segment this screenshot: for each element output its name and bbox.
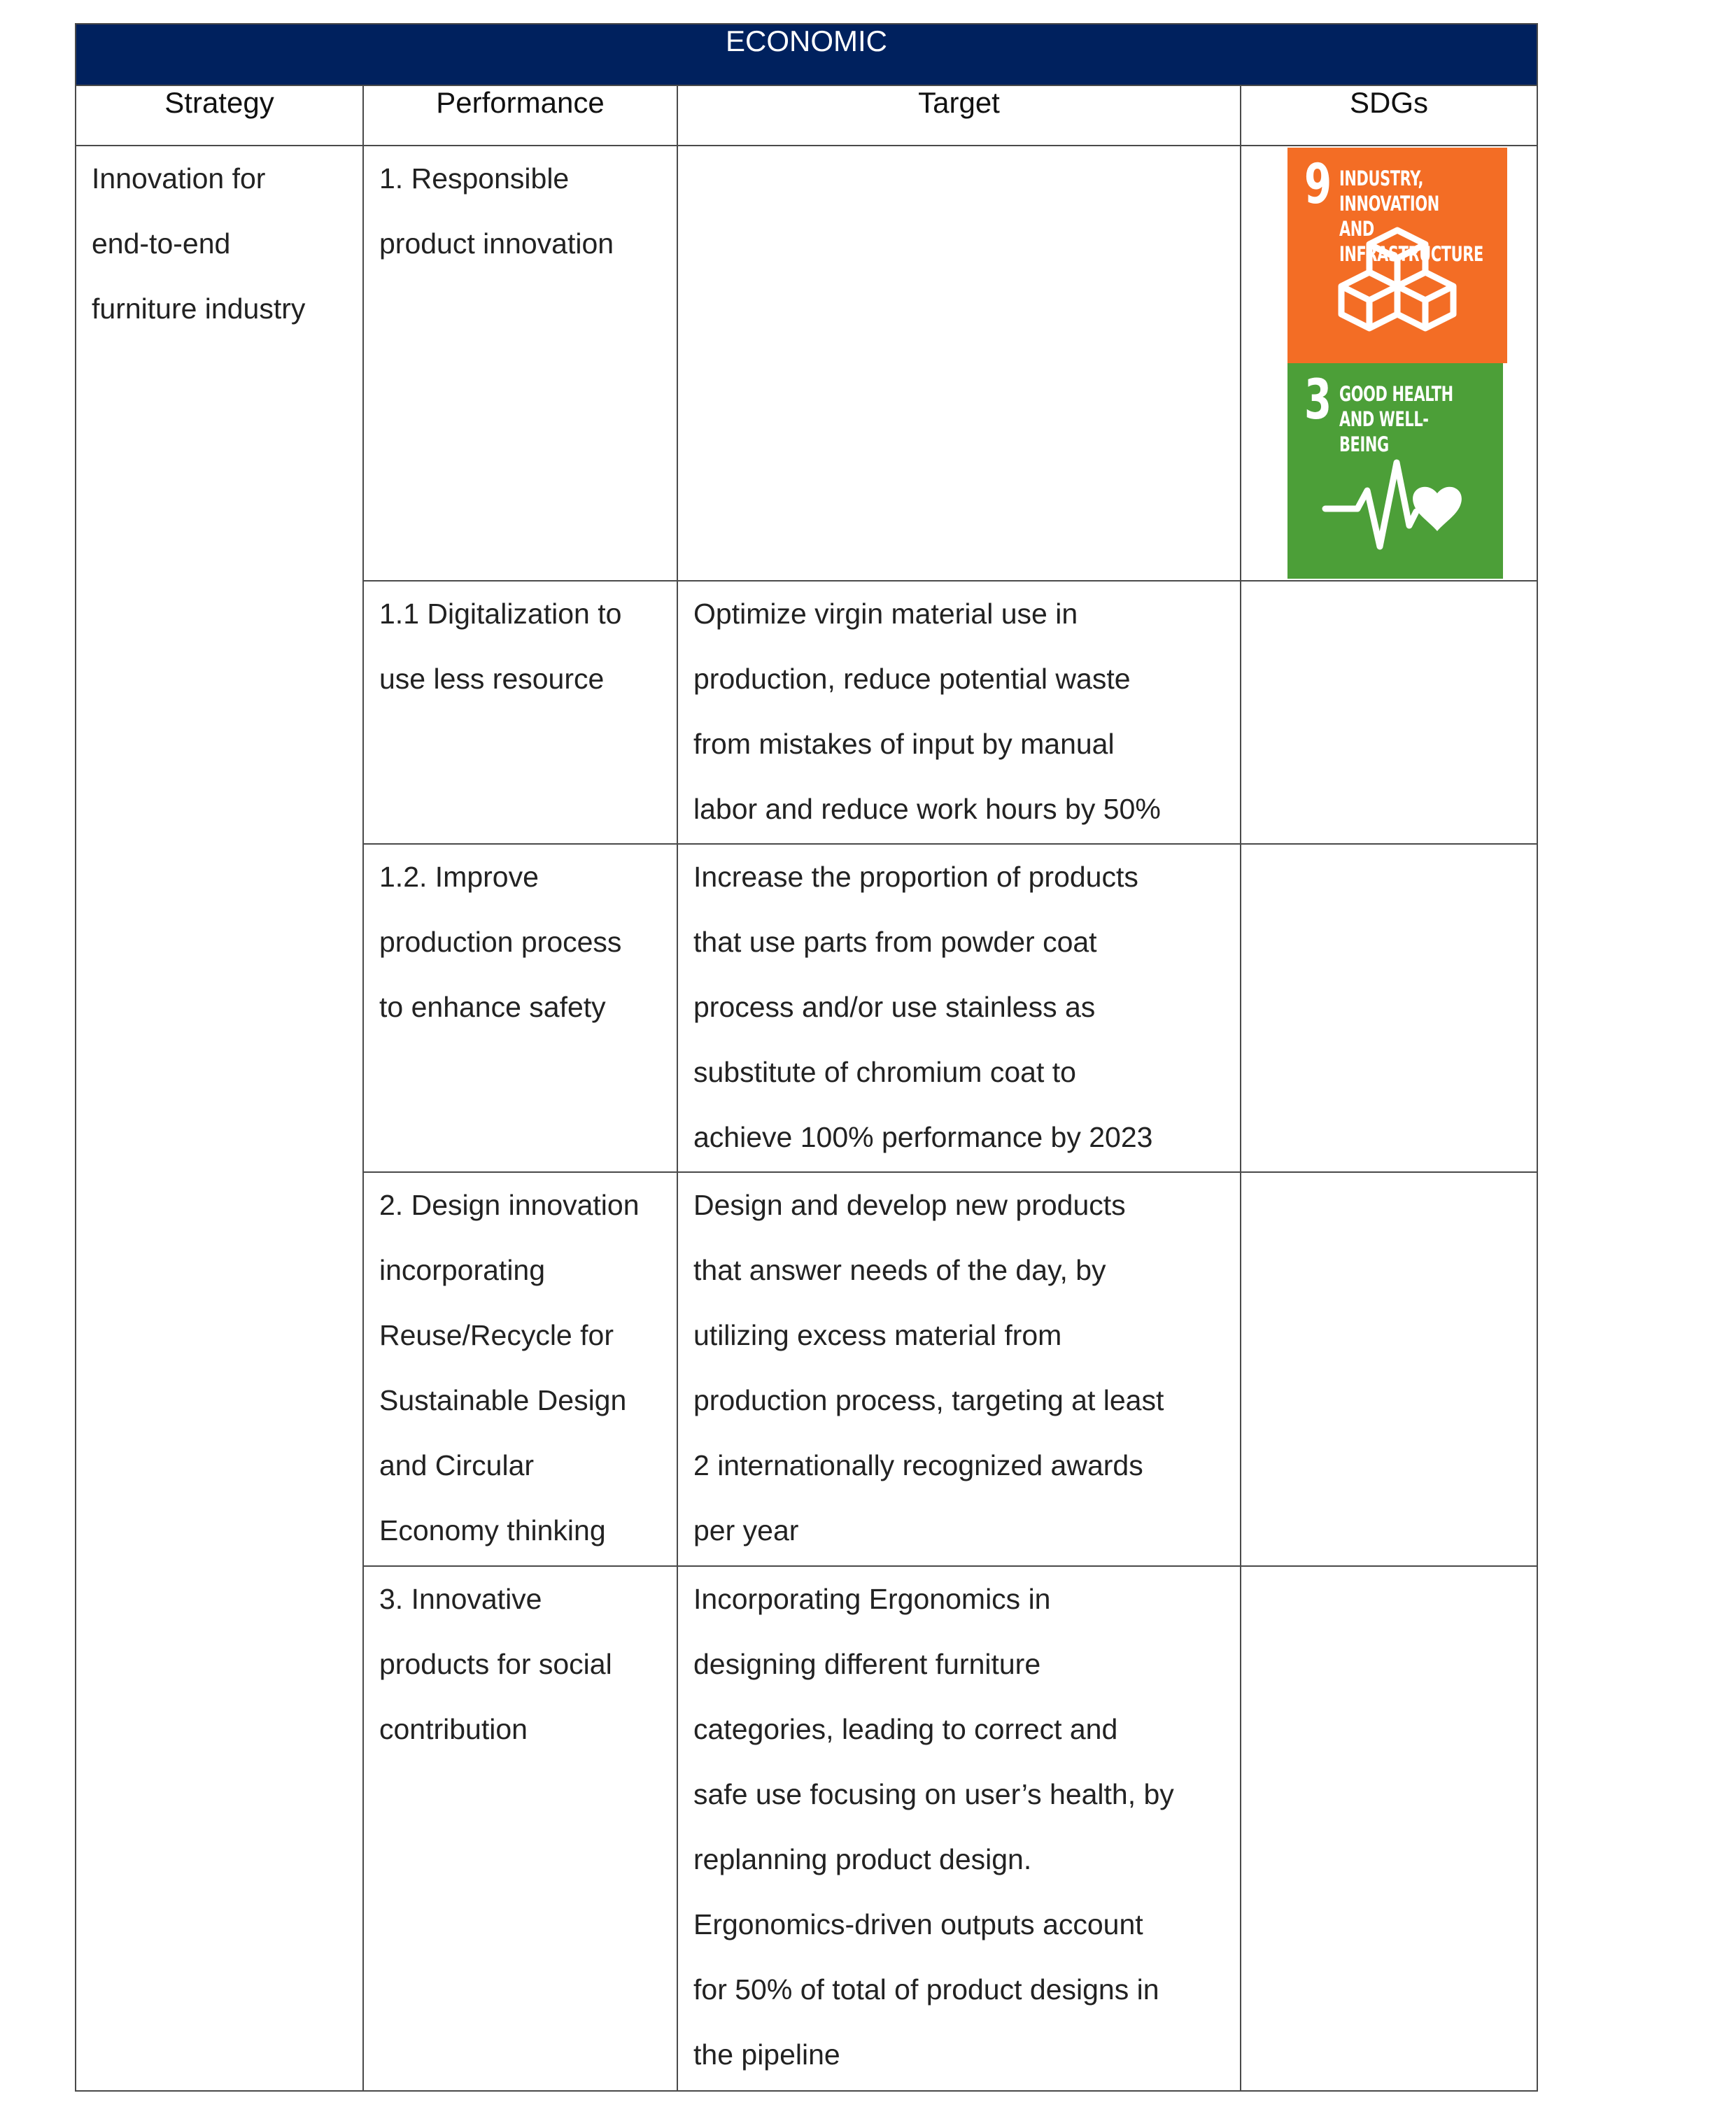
performance-text: 3. Innovative products for social contribution: [379, 1583, 612, 1745]
performance-text: 1.2. Improve production process to enhance safety: [379, 861, 622, 1023]
sdg-title: INDUSTRY, INNOVATION AND INFRASTRUCTURE: [1339, 167, 1483, 266]
sdg-cell: [1241, 581, 1537, 844]
performance-text: 2. Design innovation incorporating Reuse/Recycle for Sustainable Design and Circular Economy thinking: [379, 1189, 640, 1546]
target-text: Optimize virgin material use in production, reduce potential waste from mistakes of input by manual labor and reduce work hours by 50%: [693, 598, 1161, 825]
performance-cell: [363, 844, 677, 1172]
sdg-number: 9: [1304, 153, 1332, 216]
target-cell: [677, 844, 1241, 1172]
sdg-icons: [1287, 148, 1507, 579]
table-row: [76, 146, 1537, 581]
target-cell: [677, 1172, 1241, 1566]
strategy-text: Innovation for end-to-end furniture industry: [92, 162, 306, 325]
performance-cell: [363, 146, 677, 581]
target-text: Incorporating Ergonomics in designing different furniture categories, leading to correct and safe use focusing on user’s health, by replanning product design. Ergonomics-driven outputs account for 50% of total of product designs in the pipeline: [693, 1583, 1174, 2071]
target-text: Design and develop new products that answer needs of the day, by utilizing excess material from production process, targeting at least 2 internationally recognized awards per year: [693, 1189, 1164, 1546]
heartbeat-icon: [1321, 442, 1468, 568]
performance-text: 1.1 Digitalization to use less resource: [379, 598, 622, 695]
performance-cell: [363, 1566, 677, 2091]
sdg-cell: [1241, 146, 1537, 581]
strategy-cell: [76, 146, 363, 2091]
economic-strategy-table: [75, 23, 1538, 2092]
sdg-title: GOOD HEALTH AND WELL-BEING: [1339, 382, 1453, 456]
stacked-cubes-icon: [1327, 225, 1467, 351]
sdg-cell: [1241, 844, 1537, 1172]
performance-text: 1. Responsible product innovation: [379, 162, 614, 260]
column-header-sdgs: SDGs: [1241, 85, 1537, 146]
column-header-performance: Performance: [363, 85, 677, 146]
sdg-number: 3: [1304, 369, 1332, 432]
column-header-strategy: Strategy: [76, 85, 363, 146]
target-cell: [677, 581, 1241, 844]
target-cell: [677, 146, 1241, 581]
column-header-target: Target: [677, 85, 1241, 146]
target-cell: [677, 1566, 1241, 2091]
performance-cell: [363, 1172, 677, 1566]
sdg-cell: [1241, 1566, 1537, 2091]
sdg-cell: [1241, 1172, 1537, 1566]
performance-cell: [363, 581, 677, 844]
section-title: ECONOMIC: [76, 24, 1537, 85]
sdg-3-tile: [1287, 363, 1503, 579]
sdg-9-tile: [1287, 148, 1507, 363]
target-text: Increase the proportion of products that use parts from powder coat process and/or use stainless as substitute of chromium coat to achieve 100% performance by 2023: [693, 861, 1153, 1153]
